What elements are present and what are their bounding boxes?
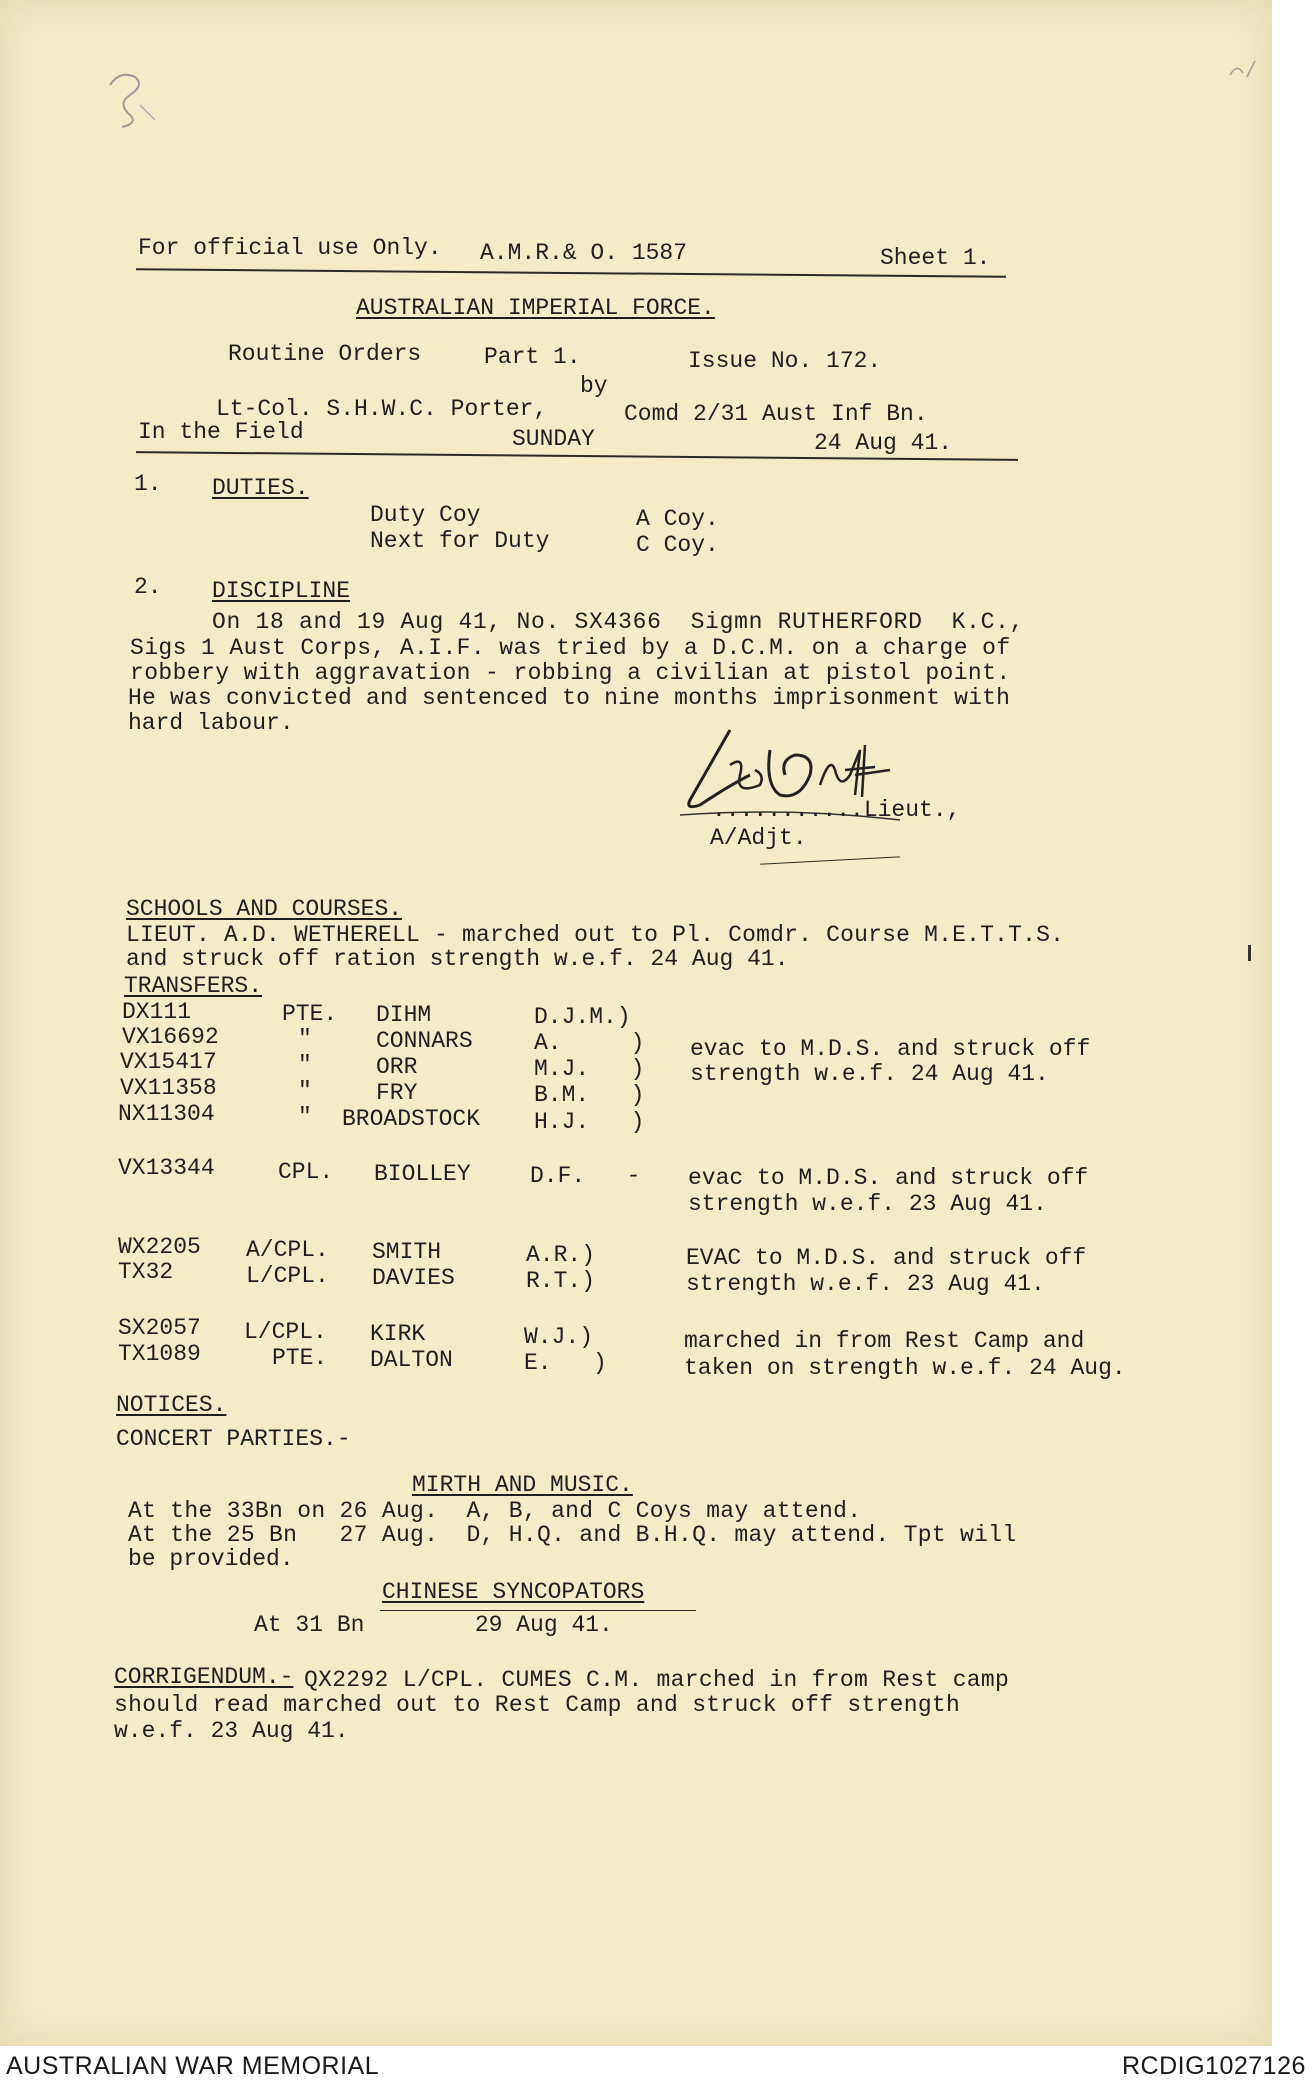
transfer-rank: " <box>298 1104 312 1130</box>
transfer-note: evac to M.D.S. and struck off <box>688 1165 1089 1191</box>
syncopators-rule <box>380 1610 696 1611</box>
transfer-initials: D.J.M.) <box>534 1004 631 1030</box>
transfer-initials: E. ) <box>524 1350 607 1376</box>
transfer-rank: L/CPL. <box>246 1263 329 1289</box>
schools-line: LIEUT. A.D. WETHERELL - marched out to Pl. Comdr. Course M.E.T.T.S. <box>126 922 1065 948</box>
transfer-name: ORR <box>376 1054 418 1080</box>
transfer-rank: PTE. <box>272 1345 328 1371</box>
signature-role: A/Adjt. <box>710 825 807 851</box>
discipline-line: hard labour. <box>128 710 294 736</box>
transfer-number: TX1089 <box>118 1341 201 1367</box>
corrigendum-line: w.e.f. 23 Aug 41. <box>114 1718 349 1744</box>
transfer-rank: A/CPL. <box>246 1237 329 1263</box>
duties-number: 1. <box>134 471 162 497</box>
signature-rank: ...........Lieut., <box>712 797 961 823</box>
transfer-note: strength w.e.f. 23 Aug 41. <box>688 1191 1047 1217</box>
duties-heading: DUTIES. <box>212 475 309 501</box>
notices-heading: NOTICES. <box>116 1392 227 1418</box>
transfer-name: BROADSTOCK <box>342 1106 481 1132</box>
transfer-name: DAVIES <box>372 1265 455 1291</box>
by-label: by <box>580 373 608 399</box>
transfer-note: EVAC to M.D.S. and struck off <box>686 1245 1087 1271</box>
transfer-number: VX11358 <box>120 1075 217 1101</box>
mirth-line: At the 25 Bn 27 Aug. D, H.Q. and B.H.Q. may attend. Tpt will <box>128 1522 1017 1548</box>
issue-number: Issue No. 172. <box>688 348 882 374</box>
footer-id: RCDIG1027126 <box>1122 2052 1306 2080</box>
corrigendum-line: should read marched out to Rest Camp and struck off strength <box>114 1692 961 1718</box>
transfer-rank: " <box>298 1052 312 1078</box>
duty-coy-label: Duty Coy <box>370 502 481 528</box>
discipline-number: 2. <box>134 574 162 600</box>
transfer-note: strength w.e.f. 24 Aug 41. <box>690 1061 1049 1087</box>
part-label: Part 1. <box>484 344 581 370</box>
signature-rule <box>760 856 900 864</box>
sheet-number: Sheet 1. <box>880 245 991 271</box>
syncopators-line: At 31 Bn 29 Aug 41. <box>254 1612 613 1638</box>
transfer-rank: " <box>298 1026 312 1052</box>
transfer-name: SMITH <box>372 1239 442 1265</box>
transfer-rank: PTE. <box>282 1001 338 1027</box>
transfer-number: VX13344 <box>118 1155 215 1181</box>
transfers-heading: TRANSFERS. <box>124 973 263 999</box>
transfer-initials: M.J. ) <box>534 1056 645 1082</box>
reference-number: A.M.R.& O. 1587 <box>480 240 688 266</box>
discipline-line: He was convicted and sentenced to nine months imprisonment with <box>128 685 1011 711</box>
duty-coy-value: A Coy. <box>636 506 719 532</box>
location-label: In the Field <box>138 419 304 445</box>
pencil-mark <box>100 65 170 135</box>
mirth-line: be provided. <box>128 1546 294 1572</box>
transfer-note: evac to M.D.S. and struck off <box>690 1036 1091 1062</box>
transfer-rank: L/CPL. <box>244 1319 327 1345</box>
mirth-music-title: MIRTH AND MUSIC. <box>412 1472 633 1498</box>
day-label: SUNDAY <box>512 426 595 452</box>
transfer-initials: A. ) <box>534 1030 645 1056</box>
transfer-number: DX111 <box>122 999 192 1025</box>
transfer-number: NX11304 <box>118 1101 215 1127</box>
concert-parties-label: CONCERT PARTIES.- <box>116 1426 351 1452</box>
corrigendum-label: CORRIGENDUM.- <box>114 1664 294 1690</box>
transfer-initials: H.J. ) <box>534 1109 645 1135</box>
transfer-rank: " <box>298 1078 312 1104</box>
transfer-rank: CPL. <box>278 1159 334 1185</box>
transfer-number: VX15417 <box>120 1049 217 1075</box>
next-duty-label: Next for Duty <box>370 528 550 554</box>
discipline-line: robbery with aggravation - robbing a civilian at pistol point. <box>130 660 1011 686</box>
corrigendum-line: QX2292 L/CPL. CUMES C.M. marched in from Rest camp <box>304 1667 1010 1693</box>
transfer-note: taken on strength w.e.f. 24 Aug. <box>684 1355 1126 1381</box>
transfer-note: marched in from Rest Camp and <box>684 1328 1085 1354</box>
discipline-line: Sigs 1 Aust Corps, A.I.F. was tried by a D.C.M. on a charge of <box>130 635 1011 661</box>
transfer-initials: A.R.) <box>526 1242 596 1268</box>
transfer-initials: R.T.) <box>526 1268 596 1294</box>
transfer-number: SX2057 <box>118 1315 201 1341</box>
force-title: AUSTRALIAN IMPERIAL FORCE. <box>356 295 715 321</box>
transfer-initials: B.M. ) <box>534 1082 645 1108</box>
schools-line: and struck off ration strength w.e.f. 24 Aug 41. <box>126 946 789 972</box>
transfer-number: TX32 <box>118 1259 174 1285</box>
margin-mark <box>1248 945 1251 961</box>
mirth-line: At the 33Bn on 26 Aug. A, B, and C Coys may attend. <box>128 1498 862 1524</box>
transfer-name: FRY <box>376 1080 418 1106</box>
command-unit: Comd 2/31 Aust Inf Bn. <box>624 401 928 427</box>
transfer-number: VX16692 <box>122 1024 219 1050</box>
next-duty-value: C Coy. <box>636 532 719 558</box>
transfer-initials: W.J.) <box>524 1324 594 1350</box>
transfer-name: DALTON <box>370 1347 453 1373</box>
pencil-mark-corner <box>1225 55 1265 85</box>
transfer-name: CONNARS <box>376 1028 473 1054</box>
transfer-name: KIRK <box>370 1321 426 1347</box>
transfer-name: BIOLLEY <box>374 1161 471 1187</box>
transfer-note: strength w.e.f. 23 Aug 41. <box>686 1271 1045 1297</box>
discipline-line: On 18 and 19 Aug 41, No. SX4366 Sigmn RUTHERFORD K.C., <box>212 609 1025 635</box>
transfer-number: WX2205 <box>118 1234 201 1260</box>
header-rule <box>136 268 1006 278</box>
syncopators-title: CHINESE SYNCOPATORS <box>382 1579 645 1605</box>
discipline-heading: DISCIPLINE <box>212 578 351 604</box>
transfer-name: DIHM <box>376 1002 432 1028</box>
officer-name: Lt-Col. S.H.W.C. Porter, <box>216 396 548 422</box>
order-date: 24 Aug 41. <box>814 430 953 456</box>
routine-orders-label: Routine Orders <box>228 341 422 367</box>
schools-heading: SCHOOLS AND COURSES. <box>126 896 403 922</box>
footer-source: AUSTRALIAN WAR MEMORIAL <box>6 2052 380 2080</box>
official-use-label: For official use Only. <box>138 235 442 261</box>
transfer-initials: D.F. - <box>530 1163 641 1189</box>
